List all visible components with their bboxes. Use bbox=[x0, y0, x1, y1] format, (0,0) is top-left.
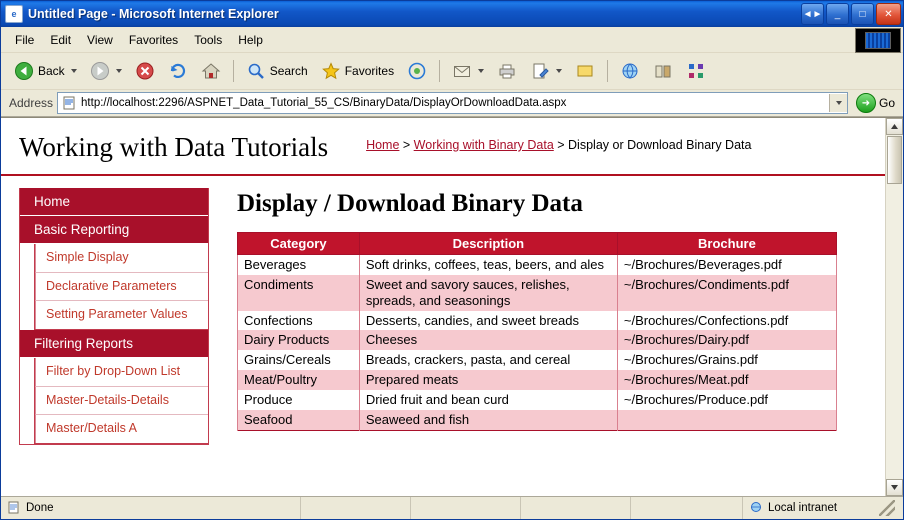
back-arrow-icon bbox=[14, 61, 34, 81]
discuss-button[interactable] bbox=[570, 58, 600, 84]
menu-view[interactable]: View bbox=[87, 32, 113, 47]
grid-icon bbox=[686, 61, 706, 81]
edit-page-icon bbox=[530, 61, 550, 81]
title-bar bbox=[1, 1, 903, 27]
go-button[interactable] bbox=[852, 92, 899, 114]
main-content bbox=[209, 176, 885, 445]
ie-logo-icon bbox=[865, 32, 891, 49]
star-icon bbox=[321, 61, 341, 81]
globe-icon bbox=[620, 61, 640, 81]
web-page-content bbox=[1, 118, 885, 496]
forward-arrow-icon bbox=[90, 61, 110, 81]
network-zone-icon bbox=[749, 501, 763, 515]
breadcrumb bbox=[366, 130, 751, 154]
sidebar-item-basic-reporting[interactable]: Basic Reporting bbox=[20, 216, 208, 244]
menu-tools[interactable]: Tools bbox=[194, 32, 223, 47]
back-dropdown-icon[interactable] bbox=[71, 69, 77, 73]
mail-button[interactable] bbox=[447, 58, 489, 84]
favorites-button[interactable] bbox=[316, 58, 399, 84]
forward-button[interactable] bbox=[85, 58, 127, 84]
table-row bbox=[238, 370, 837, 390]
window-title: Untitled Page - Microsoft Internet Explorer bbox=[28, 7, 279, 21]
cell-brochure bbox=[617, 410, 836, 430]
search-icon bbox=[246, 61, 266, 81]
table-row bbox=[238, 350, 837, 370]
security-zone-label: Local intranet bbox=[768, 502, 838, 514]
scroll-down-button[interactable] bbox=[886, 479, 903, 496]
sidebar-group-filtering-reports bbox=[34, 358, 208, 444]
content-heading: Display / Download Binary Data bbox=[237, 190, 583, 217]
cell-category: Produce bbox=[238, 390, 360, 410]
table-row bbox=[238, 275, 837, 311]
go-label: Go bbox=[878, 96, 895, 110]
sidebar-item-master-details-a[interactable]: Master/Details A bbox=[35, 415, 208, 443]
maximize-button[interactable]: □ bbox=[851, 3, 874, 25]
sidebar-group-basic-reporting bbox=[34, 244, 208, 330]
go-arrow-icon: ➜ bbox=[856, 93, 876, 113]
breadcrumb-sep-1: > bbox=[399, 138, 414, 152]
cell-brochure: ~/Brochures/Beverages.pdf bbox=[617, 255, 836, 275]
notes-icon bbox=[575, 61, 595, 81]
cell-brochure: ~/Brochures/Condiments.pdf bbox=[617, 275, 836, 311]
menu-edit[interactable]: Edit bbox=[50, 32, 72, 47]
brochure-table bbox=[237, 232, 837, 431]
breadcrumb-current: Display or Download Binary Data bbox=[568, 138, 752, 152]
column-header-brochure[interactable]: Brochure bbox=[617, 233, 836, 255]
cell-brochure: ~/Brochures/Dairy.pdf bbox=[617, 330, 836, 350]
sidebar-item-home[interactable]: Home bbox=[20, 188, 208, 216]
stop-button[interactable] bbox=[130, 58, 160, 84]
status-pane-4 bbox=[631, 497, 743, 519]
toolbar-separator-1 bbox=[233, 60, 234, 82]
search-button[interactable] bbox=[241, 58, 313, 84]
mail-dropdown-icon[interactable] bbox=[478, 69, 484, 73]
sidebar-item-setting-parameter-values[interactable]: Setting Parameter Values bbox=[35, 301, 208, 329]
printer-icon bbox=[497, 61, 517, 81]
toolbar-separator-3 bbox=[607, 60, 608, 82]
research-button[interactable] bbox=[648, 58, 678, 84]
page-icon bbox=[61, 95, 77, 111]
table-row bbox=[238, 311, 837, 331]
toolbar-separator-2 bbox=[439, 60, 440, 82]
window-controls bbox=[801, 3, 901, 25]
table-header-row bbox=[238, 233, 837, 255]
mail-icon bbox=[452, 61, 472, 81]
sidebar-item-declarative-parameters[interactable]: Declarative Parameters bbox=[35, 273, 208, 302]
forward-dropdown-icon[interactable] bbox=[116, 69, 122, 73]
cell-brochure: ~/Brochures/Confections.pdf bbox=[617, 311, 836, 331]
table-row bbox=[238, 410, 837, 430]
scroll-up-button[interactable] bbox=[886, 118, 903, 135]
restore-group-button[interactable]: ◄► bbox=[801, 3, 824, 25]
cell-category: Condiments bbox=[238, 275, 360, 311]
cell-description: Dried fruit and bean curd bbox=[359, 390, 617, 410]
encarta-button[interactable] bbox=[681, 58, 711, 84]
menu-help[interactable]: Help bbox=[238, 32, 263, 47]
book-icon bbox=[653, 61, 673, 81]
cell-category: Dairy Products bbox=[238, 330, 360, 350]
cell-category: Confections bbox=[238, 311, 360, 331]
cell-brochure: ~/Brochures/Grains.pdf bbox=[617, 350, 836, 370]
close-button[interactable]: ✕ bbox=[876, 3, 901, 25]
refresh-icon bbox=[168, 61, 188, 81]
cell-category: Seafood bbox=[238, 410, 360, 430]
home-button[interactable] bbox=[196, 58, 226, 84]
breadcrumb-link-section[interactable]: Working with Binary Data bbox=[413, 138, 554, 152]
table-row bbox=[238, 330, 837, 350]
ie-page-icon: e bbox=[5, 5, 23, 23]
edit-button[interactable] bbox=[525, 58, 567, 84]
status-message bbox=[1, 497, 301, 519]
breadcrumb-sep-2: > bbox=[553, 138, 569, 152]
messenger-button[interactable] bbox=[615, 58, 645, 84]
cell-description: Cheeses bbox=[359, 330, 617, 350]
cell-category: Beverages bbox=[238, 255, 360, 275]
print-button[interactable] bbox=[492, 58, 522, 84]
status-pane-3 bbox=[521, 497, 631, 519]
page-title: Working with Data Tutorials bbox=[19, 132, 329, 162]
address-value: http://localhost:2296/ASPNET_Data_Tutorial_55_CS/BinaryData/DisplayOrDownloadData.aspx bbox=[81, 97, 567, 109]
column-header-description[interactable]: Description bbox=[359, 233, 617, 255]
sidebar-item-simple-display[interactable]: Simple Display bbox=[35, 244, 208, 273]
status-done-label: Done bbox=[26, 502, 54, 514]
sidebar-item-filter-by-drop-down-list[interactable]: Filter by Drop-Down List bbox=[35, 358, 208, 387]
site-header bbox=[1, 118, 885, 176]
security-zone[interactable] bbox=[743, 497, 903, 519]
cell-description: Soft drinks, coffees, teas, beers, and ales bbox=[359, 255, 617, 275]
address-label: Address bbox=[9, 96, 54, 110]
content-row bbox=[1, 176, 885, 445]
edit-dropdown-icon[interactable] bbox=[556, 69, 562, 73]
sidebar-item-master-details-details[interactable]: Master-Details-Details bbox=[35, 387, 208, 416]
status-pane-2 bbox=[411, 497, 521, 519]
vertical-scrollbar[interactable] bbox=[885, 118, 903, 496]
cell-description: Desserts, candies, and sweet breads bbox=[359, 311, 617, 331]
cell-brochure: ~/Brochures/Produce.pdf bbox=[617, 390, 836, 410]
minimize-button[interactable]: _ bbox=[826, 3, 849, 25]
table-row bbox=[238, 255, 837, 275]
refresh-button[interactable] bbox=[163, 58, 193, 84]
address-bar bbox=[1, 90, 903, 117]
home-icon bbox=[201, 61, 221, 81]
stop-icon bbox=[135, 61, 155, 81]
cell-description: Seaweed and fish bbox=[359, 410, 617, 430]
address-dropdown-icon[interactable] bbox=[829, 94, 847, 112]
search-label: Search bbox=[269, 64, 308, 78]
back-label: Back bbox=[38, 64, 65, 78]
cell-description: Breads, crackers, pasta, and cereal bbox=[359, 350, 617, 370]
cell-description: Prepared meats bbox=[359, 370, 617, 390]
media-icon bbox=[407, 61, 427, 81]
menu-favorites[interactable]: Favorites bbox=[128, 32, 179, 47]
column-header-category[interactable]: Category bbox=[238, 233, 360, 255]
sidebar bbox=[19, 188, 209, 445]
cell-category: Grains/Cereals bbox=[238, 350, 360, 370]
ie-logo-animation bbox=[855, 28, 901, 53]
cell-brochure: ~/Brochures/Meat.pdf bbox=[617, 370, 836, 390]
favorites-label: Favorites bbox=[344, 64, 395, 78]
media-button[interactable] bbox=[402, 58, 432, 84]
page-done-icon bbox=[7, 501, 21, 515]
address-input[interactable] bbox=[57, 92, 848, 114]
breadcrumb-link-home[interactable]: Home bbox=[366, 138, 400, 152]
table-row bbox=[238, 390, 837, 410]
back-button[interactable] bbox=[9, 58, 82, 84]
browser-toolbar bbox=[1, 53, 903, 90]
status-bar bbox=[1, 496, 903, 519]
menu-file[interactable]: File bbox=[15, 32, 35, 47]
page-viewport bbox=[1, 117, 903, 496]
scrollbar-thumb[interactable] bbox=[887, 136, 902, 184]
cell-description: Sweet and savory sauces, relishes, spreads, and seasonings bbox=[359, 275, 617, 311]
sidebar-item-filtering-reports[interactable]: Filtering Reports bbox=[20, 330, 208, 358]
status-pane-1 bbox=[301, 497, 411, 519]
resize-grip[interactable] bbox=[879, 500, 895, 516]
menu-bar bbox=[1, 27, 903, 53]
cell-category: Meat/Poultry bbox=[238, 370, 360, 390]
